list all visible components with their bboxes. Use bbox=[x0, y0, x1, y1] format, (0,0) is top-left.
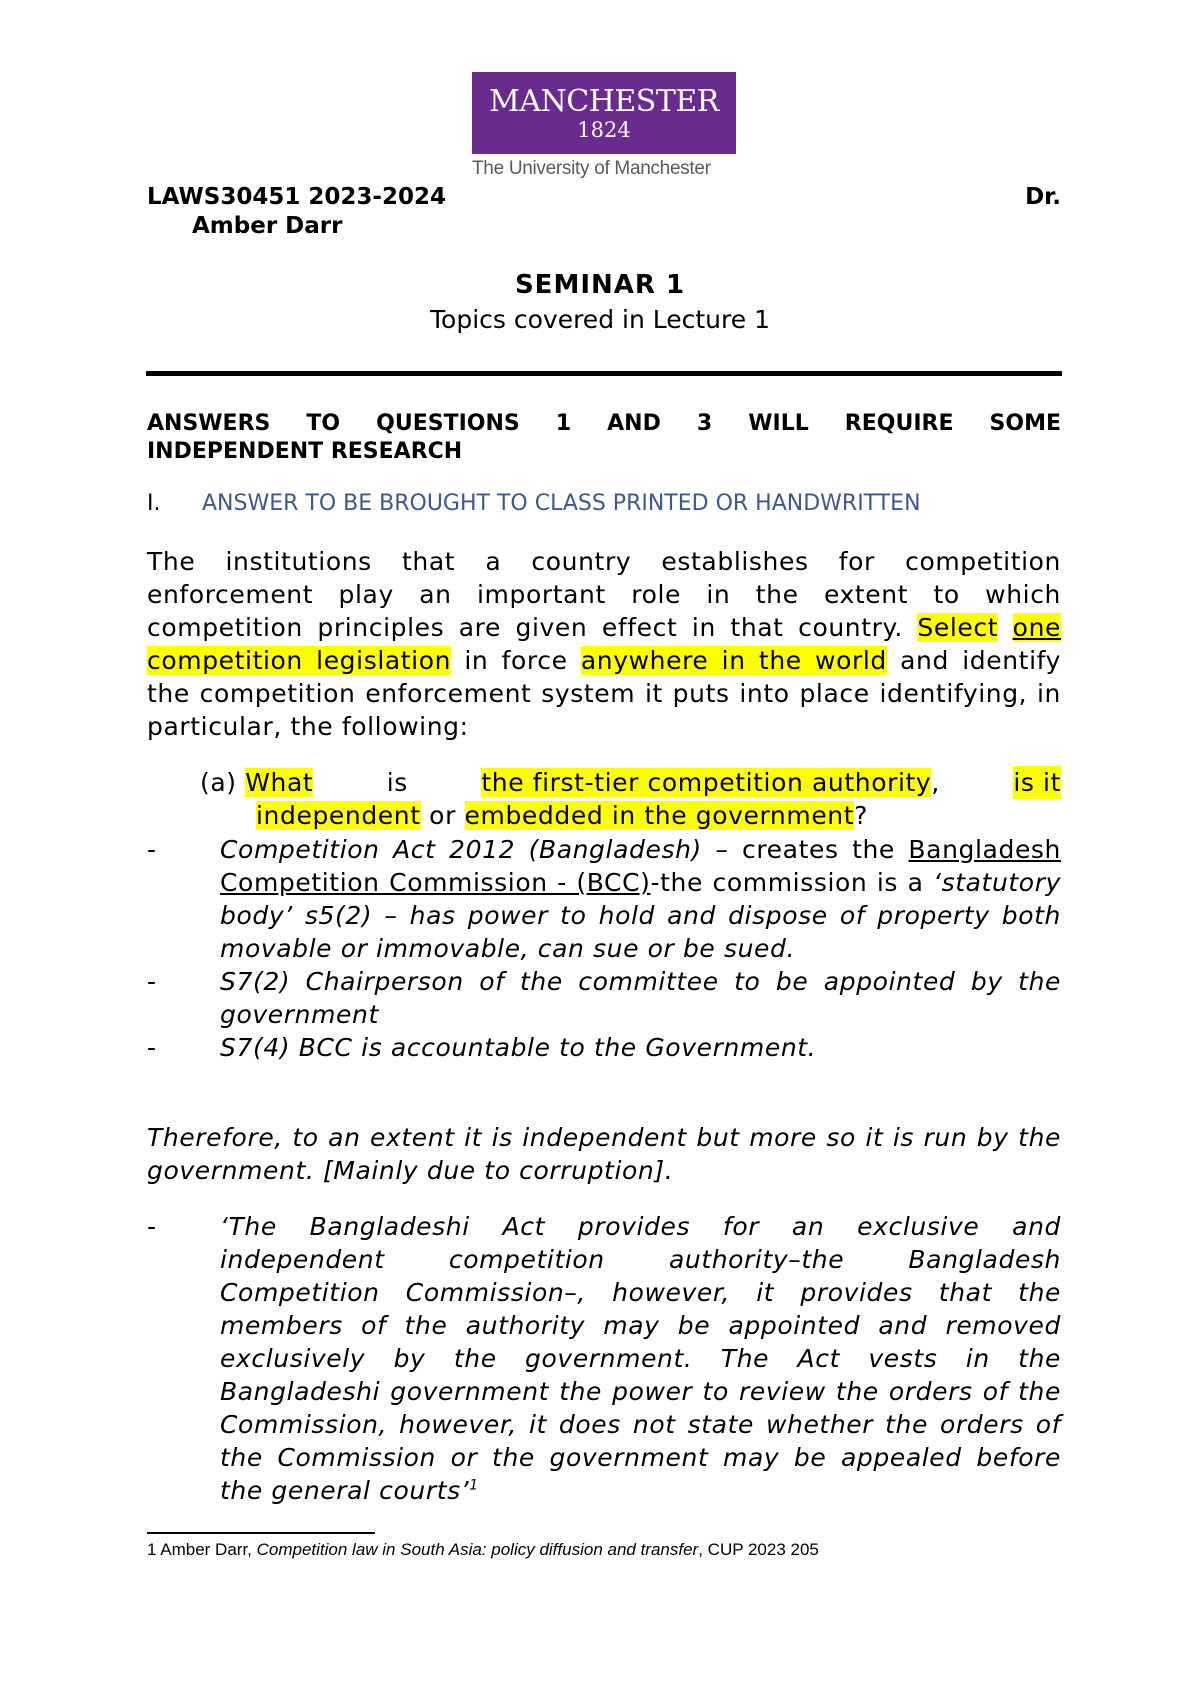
research-notice bbox=[147, 410, 1061, 466]
logo-box bbox=[472, 72, 736, 154]
commission-name: Bangladesh Competition Commission - (BCC) bbox=[220, 835, 1061, 897]
question-mid: in force bbox=[451, 646, 581, 675]
course-code: LAWS30451 2023-2024 bbox=[147, 184, 446, 210]
section-number: I. bbox=[147, 491, 161, 516]
bullet-dash: - bbox=[147, 1033, 157, 1062]
footnote-ref[interactable]: 1 bbox=[469, 1477, 479, 1494]
footnote bbox=[147, 1540, 819, 1560]
word-or: or bbox=[420, 801, 465, 830]
footnote-rule bbox=[147, 1532, 375, 1534]
sub-question-row-2 bbox=[200, 799, 1061, 832]
footnote-author: Amber Darr, bbox=[156, 1540, 257, 1559]
highlight-what: What bbox=[245, 768, 314, 797]
highlight-select: Select bbox=[917, 613, 999, 642]
list-item bbox=[147, 1210, 1061, 1507]
lecturer-name: Amber Darr bbox=[192, 213, 343, 239]
bullet-1-italic: ‘statutory body’ s5(2) – has power to hold and dispose of property both movable or immovable, can sue or be sued. bbox=[220, 868, 1061, 963]
highlight-embedded: embedded in the government bbox=[464, 801, 855, 830]
sub-question-label: (a) bbox=[200, 768, 237, 797]
question-paragraph bbox=[147, 545, 1061, 743]
highlight-first-tier: the first-tier competition authority bbox=[481, 768, 932, 797]
list-item bbox=[147, 965, 1061, 1031]
highlight-independent: independent bbox=[256, 801, 421, 830]
word-is: is bbox=[386, 768, 408, 797]
section-heading bbox=[147, 491, 921, 516]
highlight-is-it: is it bbox=[1013, 768, 1061, 797]
highlight-one: one bbox=[1012, 613, 1061, 642]
highlight-anywhere: anywhere in the world bbox=[580, 646, 887, 675]
notice-line-1: ANSWERS TO QUESTIONS 1 AND 3 WILL REQUIRE SOME bbox=[147, 411, 1061, 436]
section-title: ANSWER TO BE BROUGHT TO CLASS PRINTED OR HANDWRITTEN bbox=[202, 491, 921, 516]
seminar-subtitle: Topics covered in Lecture 1 bbox=[430, 305, 770, 334]
university-logo bbox=[472, 72, 736, 180]
bullet-3-text: S7(4) BCC is accountable to the Government. bbox=[220, 1033, 817, 1062]
header-line bbox=[147, 184, 1061, 210]
quote-text: ‘The Bangladeshi Act provides for an exclusive and independent competition authority–the Bangladesh Competition Commission–, however, it provides that the members of the authority may be appointed and removed exclusively by the government. The Act vests in the Bangladeshi government the power to review the orders of the Commission, however, it does not state whether the orders of the Commission or the government may be appealed before the general courts’ bbox=[220, 1212, 1061, 1505]
answer-bullets bbox=[147, 833, 1061, 1064]
sub-question-row-1 bbox=[200, 766, 1061, 799]
bullet-1-text-b: -the commission is a bbox=[650, 868, 934, 897]
lecturer-title: Dr. bbox=[1025, 184, 1061, 210]
bullet-dash: - bbox=[147, 967, 157, 996]
logo-name: MANCHESTER bbox=[489, 84, 719, 119]
notice-line-2: INDEPENDENT RESEARCH bbox=[147, 439, 463, 464]
question-outro: and identify the competition enforcement system it puts into place identifying, in particular, the following: bbox=[147, 646, 1061, 741]
list-item bbox=[147, 833, 1061, 965]
bullet-dash: - bbox=[147, 835, 157, 864]
footnote-rest: , CUP 2023 205 bbox=[698, 1540, 819, 1559]
conclusion-paragraph: Therefore, to an extent it is independent but more so it is run by the government. [Mainly due to corruption]. bbox=[147, 1123, 1061, 1185]
bullet-1-text-a: – creates the bbox=[701, 835, 909, 864]
bullet-dash: - bbox=[147, 1212, 157, 1241]
logo-year: 1824 bbox=[577, 118, 631, 142]
seminar-title: SEMINAR 1 bbox=[514, 270, 686, 300]
logo-subtitle: The University of Manchester bbox=[472, 158, 711, 179]
comma: , bbox=[931, 768, 940, 797]
quote-bullet bbox=[147, 1210, 1061, 1507]
footnote-number: 1 bbox=[147, 1540, 157, 1559]
question-intro: The institutions that a country establishes for competition enforcement play an important role in the extent to which competition principles are given effect in that country. bbox=[147, 547, 1061, 642]
sub-question-a bbox=[200, 766, 1061, 832]
question-mark: ? bbox=[854, 801, 869, 830]
highlight-legislation: competition legislation bbox=[147, 646, 452, 675]
horizontal-rule bbox=[146, 371, 1062, 376]
footnote-title: Competition law in South Asia: policy diffusion and transfer bbox=[256, 1540, 699, 1559]
act-name: Competition Act 2012 (Bangladesh) bbox=[220, 835, 702, 864]
list-item bbox=[147, 1031, 1061, 1064]
bullet-2-text: S7(2) Chairperson of the committee to be appointed by the government bbox=[220, 967, 1061, 1029]
